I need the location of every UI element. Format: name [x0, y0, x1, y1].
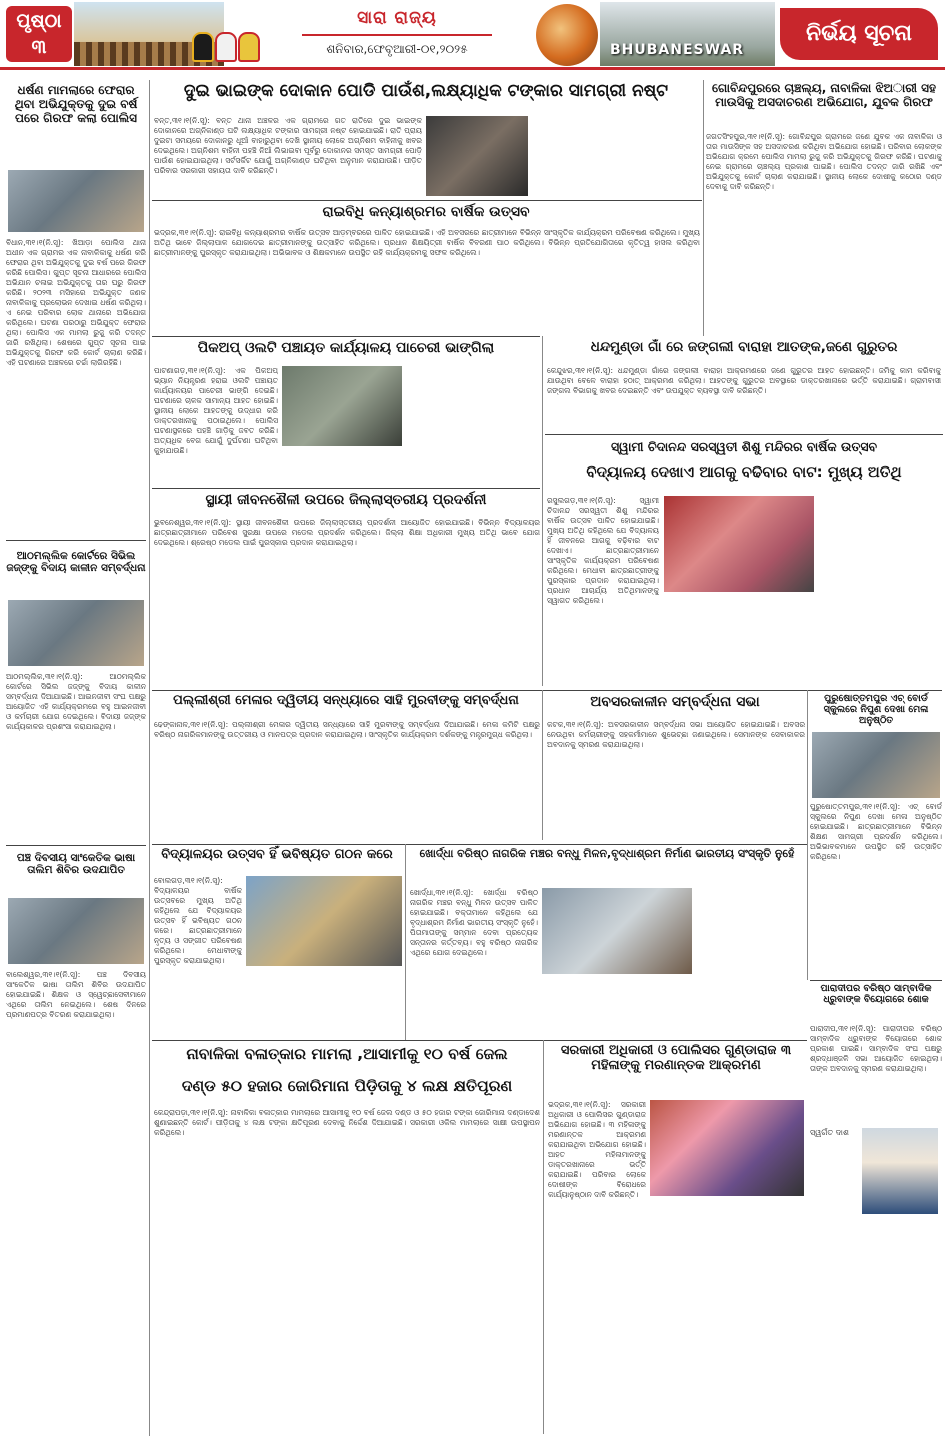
section-badge: ନିର୍ଭୟ ସୂଚନା	[780, 8, 938, 60]
headline-a2: ଦୁଇ ଭାଇଙ୍କ ଦୋକାନ ପୋଡି ପାଉଁଶ,ଲକ୍ଷ୍ୟାଧିକ ଟଙ୍କାର ସାମଗ୍ରୀ ନଷ୍ଟ	[183, 81, 669, 101]
headline-a7b: ବିଦ୍ୟାଳୟ ଦେଖାଏ ଆଗକୁ ବଢିବାର ବାଟ: ମୁଖ୍ୟ ଅତିଥି	[586, 463, 902, 481]
body-a18: ଭଦ୍ରକ,୩୧।୧(ନି.ସୂ): ସରକାରୀ ଅଧିକାରୀ ଓ ପୋଲିସର ଗୁଣ୍ଡାରାଜ ଅଭିଯୋଗ ହୋଇଛି। ୩ ମହିଳାଙ୍କୁ ମରଣାନ୍ତକ ଆକ୍ରମଣ କରାଯାଇଥିବା ଅଭିଯୋଗ ହୋଇଛି। ଆହତ ମହିଳାମାନଙ୍କୁ ଡାକ୍ତରଖାନାରେ ଭର୍ତ୍ତି କରାଯାଇଛି। ପରିବାର ଲୋକେ ଦୋଷୀଙ୍କ ବିରୋଧରେ କାର୍ଯ୍ୟାନୁଷ୍ଠାନ ଦାବି କରିଛନ୍ତି।	[548, 1100, 646, 1199]
body-a7-cont	[818, 496, 942, 686]
food-photo	[536, 4, 598, 66]
headline-a12: ପୁରୁଷୋତ୍ତମପୁର ଏଚ୍ ବୋର୍ଡ ସ୍କୁଲରେ ନିପୁଣ ଦେଖା ମେଳା ଅନୁଷ୍ଠିତ	[823, 693, 929, 726]
body-a14: ବୋଲଗଡ଼,୩୧।୧(ନି.ସୂ): ବିଦ୍ୟାଳୟର ବାର୍ଷିକ ଉତ୍ସବରେ ମୁଖ୍ୟ ଅତିଥି କହିଥିଲେ ଯେ ବିଦ୍ୟାଳୟର ଉତ୍ସବ ହିଁ ଭବିଷ୍ୟତ ଗଠନ କରେ। ଛାତ୍ରଛାତ୍ରୀମାନେ ନୃତ୍ୟ ଓ ସଙ୍ଗୀତ ପରିବେଷଣ କରିଥିଲେ। ମେଧାବୀଙ୍କୁ ପୁରସ୍କୃତ କରାଯାଇଥିଲା।	[154, 876, 242, 965]
masthead-center	[262, 0, 532, 68]
body-a5-cont	[406, 366, 540, 484]
headline-a10: ପଲ୍ଲୀଶ୍ରୀ ମେଳାର ଦ୍ୱିତୀୟ ସନ୍ଧ୍ୟାରେ ସାହି ମୁରବୀଙ୍କୁ ସମ୍ବର୍ଦ୍ଧନା	[173, 693, 519, 708]
body-a10: ଢେଙ୍କାନାଳ,୩୧।୧(ନି.ସୂ): ପଲ୍ଲୀଶ୍ରୀ ମେଳାର ଦ୍ୱିତୀୟ ସନ୍ଧ୍ୟାରେ ସାହି ମୁରବୀଙ୍କୁ ସମ୍ବର୍ଦ୍ଧନା ଦିଆଯାଇଛି। ମେଳା କମିଟି ପକ୍ଷରୁ ବରିଷ୍ଠ ନାଗରିକମାନଙ୍କୁ ଉତ୍ତରୀୟ ଓ ମାନପତ୍ର ପ୍ରଦାନ କରାଯାଇଥିଲା। ସାଂସ୍କୃତିକ କାର୍ଯ୍ୟକ୍ରମ ଦର୍ଶକଙ୍କୁ ମନ୍ତ୍ରମୁଗ୍ଧ କରିଥିଲା।	[154, 720, 540, 739]
photo-senior-citizens	[542, 888, 692, 974]
body-a16: ପାରାଦୀପ,୩୧।୧(ନି.ସୂ): ପାରାଦୀପର ବରିଷ୍ଠ ସାମ୍ବାଦିକ ଧ୍ରୁବାଙ୍କ ବିୟୋଗରେ ଶୋକ ପ୍ରକାଶ ପାଇଛି। ସାମ୍ବାଦିକ ସଂଘ ପକ୍ଷରୁ ଶ୍ରଦ୍ଧାଞ୍ଜଳି ସଭା ଆୟୋଜିତ ହୋଇଥିଲା। ତାଙ୍କ ଅବଦାନକୁ ସ୍ମରଣ କରାଯାଇଥିଲା।	[810, 1024, 942, 1073]
headline-a3: ଗୋବିନ୍ଦପୁରରେ ଚାଞ୍ଚଲ୍ୟ, ନାବାଳିକା ଝିଅାରୀ ସହ ମାଉସିକୁ ଅସଦାଚରଣ ଅଭିଯୋଗ, ଯୁବକ ଗିରଫ	[712, 81, 936, 109]
body-a3: ଜଗତସିଂହପୁର,୩୧।୧(ନି.ସୂ): ଗୋବିନ୍ଦପୁର ଗ୍ରାମରେ ଜଣେ ଯୁବକ ଏକ ନାବାଳିକା ଓ ତାର ମାଉସିଙ୍କ ସହ ଅସଦାଚରଣ କରିଥିବା ଅଭିଯୋଗ ହୋଇଛି। ପରିବାର ଲୋକଙ୍କ ଅଭିଯୋଗ କ୍ରମେ ପୋଲିସ ମାମଲା ରୁଜୁ କରି ଅଭିଯୁକ୍ତକୁ ଗିରଫ କରିଛି। ଘଟଣାକୁ ନେଇ ଗ୍ରାମରେ ଚାଞ୍ଚଲ୍ୟ ପ୍ରକାଶ ପାଇଛି। ପୋଲିସ ତଦନ୍ତ ଜାରି ରଖିଛି ଏବଂ ଅଭିଯୁକ୍ତକୁ କୋର୍ଟ ଚାଲାଣ କରାଯାଇଛି। ସ୍ଥାନୀୟ ଲୋକେ ଦୋଷୀକୁ କଠୋର ଦଣ୍ଡ ଦେବାକୁ ଦାବି କରିଛନ୍ତି।	[706, 132, 942, 191]
headline-a16: ପାରାଦୀପର ବରିଷ୍ଠ ସାମ୍ବାଦିକ ଧ୍ରୁବାଙ୍କ ବିୟୋଗରେ ଶୋକ	[820, 983, 932, 1005]
page-number-badge	[6, 6, 72, 62]
body-a5: ପାଟଣାଗଡ଼,୩୧।୧(ନି.ସୂ): ଏକ ପିକଅପ୍ ଭ୍ୟାନ ନିୟନ୍ତ୍ରଣ ହରାଇ ଓଲଟି ପଞ୍ଚାୟତ କାର୍ଯ୍ୟାଳୟର ପାଚେରୀ ଭାଙ୍ଗି ଦେଇଛି। ଘଟଣାରେ ଚାଳକ ସାମାନ୍ୟ ଆହତ ହୋଇଛି। ସ୍ଥାନୀୟ ଲୋକେ ଆହତଙ୍କୁ ଉଦ୍ଧାର କରି ଡାକ୍ତରଖାନାକୁ ପଠାଇଥିଲେ। ପୋଲିସ ଘଟଣାସ୍ଥଳରେ ପହଞ୍ଚି ଗାଡ଼ିକୁ ଜବତ କରିଛି। ଅତ୍ୟଧିକ ବେଗ ଯୋଗୁଁ ଦୁର୍ଘଟଣା ଘଟିଥିବା କୁହାଯାଉଛି।	[154, 366, 278, 455]
photo-court	[8, 600, 144, 666]
photo-fire	[426, 116, 528, 196]
body-a9: ଭୁବନେଶ୍ୱର,୩୧।୧(ନି.ସୂ): ସ୍ଥାୟୀ ଜୀବନଶୈଳୀ ଉପରେ ଜିଲ୍ଲାସ୍ତରୀୟ ପ୍ରଦର୍ଶନୀ ଆୟୋଜିତ ହୋଇଯାଇଛି। ବିଭିନ୍ନ ବିଦ୍ୟାଳୟର ଛାତ୍ରଛାତ୍ରୀମାନେ ପରିବେଶ ସୁରକ୍ଷା ଉପରେ ମଡେଲ ପ୍ରଦର୍ଶନ କରିଥିଲେ। ଜିଲ୍ଲା ଶିକ୍ଷା ଅଧିକାରୀ ମୁଖ୍ୟ ଅତିଥି ଭାବେ ଯୋଗ ଦେଇଥିଲେ। ଶ୍ରେଷ୍ଠ ମଡେଲ ପାଇଁ ପୁରସ୍କାର ପ୍ରଦାନ କରାଯାଇଥିଲା।	[154, 518, 540, 547]
headline-a13: ପଞ୍ଚ ଦିବସୀୟ ସାଂକେତିକ ଭାଷା ତାଲିମ ଶିବିର ଉଦଯାପିତ	[16, 852, 136, 877]
body-a4: ଭଦ୍ରକ,୩୧।୧(ନି.ସୂ): ରାଇବିଧି କନ୍ୟାଶ୍ରମର ବାର୍ଷିକ ଉତ୍ସବ ଆଡ଼ମ୍ବରରେ ପାଳିତ ହୋଇଯାଇଛି। ଏହି ଅବସରରେ ଛାତ୍ରୀମାନେ ବିଭିନ୍ନ ସାଂସ୍କୃତିକ କାର୍ଯ୍ୟକ୍ରମ ପରିବେଷଣ କରିଥିଲେ। ମୁଖ୍ୟ ଅତିଥି ଭାବେ ଜିଲ୍ଲାପାଳ ଯୋଗଦେଇ ଛାତ୍ରୀମାନଙ୍କୁ ଉତ୍ସାହିତ କରିଥିଲେ। ପ୍ରଧାନ ଶିକ୍ଷୟିତ୍ରୀ ବାର୍ଷିକ ବିବରଣୀ ପାଠ କରିଥିଲେ। ବିଭିନ୍ନ ପ୍ରତିଯୋଗିତାରେ କୃତିତ୍ୱ ହାସଲ କରିଥିବା ଛାତ୍ରୀମାନଙ୍କୁ ପୁରସ୍କୃତ କରାଯାଇଥିଲା। ଅଭିଭାବକ ଓ ଶିକ୍ଷକମାନେ ଉପସ୍ଥିତ ରହି କାର୍ଯ୍ୟକ୍ରମକୁ ସଫଳ କରିଥିଲେ।	[154, 228, 700, 257]
photo-pickup	[282, 366, 402, 446]
headline-a14: ବିଦ୍ୟାଳୟର ଉତ୍ସବ ହିଁ ଭବିଷ୍ୟତ ଗଠନ କରେ	[161, 847, 393, 862]
body-a7: ରସୁଲଗଡ଼,୩୧।୧(ନି.ସୂ): ସ୍ୱାମୀ ଚିଦାନନ୍ଦ ସରସ୍ୱତୀ ଶିଶୁ ମନ୍ଦିରର ବାର୍ଷିକ ଉତ୍ସବ ପାଳିତ ହୋଇଯାଇଛି। ମୁଖ୍ୟ ଅତିଥି କହିଥିଲେ ଯେ ବିଦ୍ୟାଳୟ ହିଁ ଜୀବନରେ ଆଗକୁ ବଢ଼ିବାର ବାଟ ଦେଖାଏ। ଛାତ୍ରଛାତ୍ରୀମାନେ ସାଂସ୍କୃତିକ କାର୍ଯ୍ୟକ୍ରମ ପରିବେଷଣ କରିଥିଲେ। ମେଧାବୀ ଛାତ୍ରଛାତ୍ରୀଙ୍କୁ ପୁରସ୍କାର ପ୍ରଦାନ କରାଯାଇଥିଲା। ପ୍ରଧାନ ଆଚାର୍ଯ୍ୟ ଅତିଥିମାନଙ୍କୁ ସ୍ୱାଗତ କରିଥିଲେ।	[547, 496, 659, 605]
section-title: ସାରା ରାଜ୍ୟ	[357, 8, 437, 28]
headline-a11: ଅବସରକାଳୀନ ସମ୍ବର୍ଦ୍ଧନା ସଭା	[590, 694, 760, 710]
body-a1: ବିଧାନ,୩୧।୧(ନି.ସୂ): ଖିଆଡ଼ା ପୋଲିସ ଥାନା ଅଧୀନ ଏକ ଗ୍ରାମର ଏକ ନାବାଳିକାକୁ ଧର୍ଷଣ କରି ଫେରାର ଥିବା ଅଭିଯୁକ୍ତକୁ ଦୁଇ ବର୍ଷ ପରେ ଗିରଫ କରିଛି ପୋଲିସ। ଗୁପ୍ତ ସୂଚନା ଆଧାରରେ ପୋଲିସ ଅଭିଯାନ ଚଳାଇ ଅଭିଯୁକ୍ତକୁ ତାର ଘରୁ ଗିରଫ କରିଛି। ୨୦୨୩ ମସିହାରେ ଅଭିଯୁକ୍ତ ଜଣକ ନାବାଳିକାକୁ ପ୍ରଲୋଭନ ଦେଖାଇ ଧର୍ଷଣ କରିଥିଲା। ଏ ନେଇ ପରିବାର ଲୋକ ଥାନାରେ ଅଭିଯୋଗ କରିଥିଲେ। ଘଟଣା ପରଠାରୁ ଅଭିଯୁକ୍ତ ଫେରାର ଥିଲା। ପୋଲିସ ଏକ ମାମଲା ରୁଜୁ କରି ତଦନ୍ତ ଜାରି ରଖିଥିଲା। ଶେଷରେ ଗୁପ୍ତ ସୂଚନା ପାଇ ଅଭିଯୁକ୍ତକୁ ଗିରଫ କରି କୋର୍ଟ ଚାଲାଣ କରିଛି। ଏହି ଘଟଣାରେ ଅଞ୍ଚଳରେ ଚର୍ଚ୍ଚା ଲାଗିରହିଛି।	[6, 238, 146, 367]
body-a11: କଟକ,୩୧।୧(ନି.ସୂ): ଅବସରକାଳୀନ ସମ୍ବର୍ଦ୍ଧନା ସଭା ଆୟୋଜିତ ହୋଇଯାଇଛି। ଅବସର ନେଉଥିବା କର୍ମଚାରୀଙ୍କୁ ସହକର୍ମୀମାନେ ଶୁଭେଚ୍ଛା ଜଣାଇଥିଲେ। ସେମାନଙ୍କ ସେବାକାଳର ଅବଦାନକୁ ସ୍ମରଣ କରାଯାଇଥିଲା।	[547, 720, 805, 749]
issue-date: ଶନିବାର,ଫେବୃଆରୀ-୦୧,୨୦୨୫	[326, 42, 468, 56]
city-photo	[600, 2, 775, 66]
jagannath-triad-image	[190, 4, 260, 66]
headline-a5: ପିକଅପ୍ ଓଲଟି ପଞ୍ଚାୟତ କାର୍ଯ୍ୟାଳୟ ପାଚେରୀ ଭାଙ୍ଗିଲା	[197, 340, 495, 356]
body-a15: ଖୋର୍ଦ୍ଧା,୩୧।୧(ନି.ସୂ): ଖୋର୍ଦ୍ଧା ବରିଷ୍ଠ ନାଗରିକ ମଞ୍ଚର ବନ୍ଧୁ ମିଳନ ଉତ୍ସବ ପାଳିତ ହୋଇଯାଇଛି। ବକ୍ତାମାନେ କହିଥିଲେ ଯେ ବୃଦ୍ଧାଶ୍ରମ ନିର୍ମାଣ ଭାରତୀୟ ସଂସ୍କୃତି ନୁହେଁ। ପିତାମାତାଙ୍କୁ ସମ୍ମାନ ଦେବା ପ୍ରତ୍ୟେକ ସନ୍ତାନର କର୍ତ୍ତବ୍ୟ। ବହୁ ବରିଷ୍ଠ ନାଗରିକ ଏଥିରେ ଯୋଗ ଦେଇଥିଲେ।	[410, 888, 538, 957]
headline-a1: ଧର୍ଷଣ ମାମଲାରେ ଫେରାର ଥିବା ଅଭିଯୁକ୍ତକୁ ଦୁଇ ବର୍ଷ ପରେ ଗିରଫ କଲା ପୋଲିସ	[14, 83, 138, 125]
headline-a4: ରାଇବିଧି କନ୍ୟାଶ୍ରମର ବାର୍ଷିକ ଉତ୍ସବ	[322, 204, 530, 220]
page-number: ୩	[31, 36, 47, 58]
headline-a17b: ଦଣ୍ଡ ୫୦ ହଜାର ଜୋରିମାନା ପିଡ଼ିତାକୁ ୪ ଲକ୍ଷ କ୍ଷତିପୂରଣ	[181, 1077, 513, 1095]
body-a17: କେନ୍ଦ୍ରାପଡ଼ା,୩୧।୧(ନି.ସୂ): ନାବାଳିକା ବଳାତ୍କାର ମାମଲାରେ ଆସାମୀକୁ ୧୦ ବର୍ଷ ଜେଲ ଦଣ୍ଡ ଓ ୫୦ ହଜାର ଟଙ୍କା ଜୋରିମାନା ଦଣ୍ଡାଦେଶ ଶୁଣାଇଛନ୍ତି କୋର୍ଟ। ପୀଡ଼ିତାକୁ ୪ ଲକ୍ଷ ଟଙ୍କା କ୍ଷତିପୂରଣ ଦେବାକୁ ନିର୍ଦ୍ଦେଶ ଦିଆଯାଇଛି। ସରକାରୀ ଓକିଲ ମାମଲାରେ ସାକ୍ଷୀ ଉପସ୍ଥାପନ କରିଥିଲେ।	[154, 1108, 540, 1137]
photo-obituary	[862, 1128, 938, 1214]
body-a18-cont	[650, 1200, 804, 1434]
body-a2-cont	[532, 116, 702, 198]
obituary-name: ସ୍ୱର୍ଗତ ଦାଶ	[810, 1128, 849, 1137]
headline-a6: ଧନ୍ଦମୁଣ୍ଡା ଗାଁ ରେ ଜଙ୍ଗଲୀ ବାରାହା ଆତଙ୍କ,ଜଣେ ଗୁରୁତର	[590, 339, 898, 355]
photo-mela	[812, 732, 940, 798]
headline-a18: ସରକାରୀ ଅଧିକାରୀ ଓ ପୋଲିସର ଗୁଣ୍ଡାରାଜ ୩ ମହିଳାଙ୍କୁ ମରଣାନ୍ତକ ଆକ୍ରମଣ	[560, 1043, 792, 1073]
headline-a8: ଆଠମଲ୍ଲିକ କୋର୍ଟରେ ସିଭିଲ ଜଜ୍‌ଙ୍କୁ ବିଦାୟ କାଳୀନ ସମ୍ବର୍ଦ୍ଧନା	[6, 550, 146, 575]
page-word: ପୃଷ୍ଠା	[16, 10, 62, 32]
photo-school-stage	[246, 876, 402, 966]
headline-a9: ସ୍ଥାୟୀ ଜୀବନଶୈଳୀ ଉପରେ ଜିଲ୍ଲାସ୍ତରୀୟ ପ୍ରଦର୍ଶନୀ	[205, 492, 487, 508]
body-a6: କେନ୍ଦୁଝର,୩୧।୧(ନି.ସୂ): ଧନ୍ଦମୁଣ୍ଡା ଗାଁରେ ଜଙ୍ଗଲୀ ବାରାହା ଆକ୍ରମଣରେ ଜଣେ ଗୁରୁତର ଆହତ ହୋଇଛନ୍ତି। ଜମିକୁ କାମ କରିବାକୁ ଯାଉଥିବା ବେଳେ ବାରାହା ହଠାତ୍ ଆକ୍ରମଣ କରିଥିଲା। ଆହତଙ୍କୁ ଗୁରୁତର ଅବସ୍ଥାରେ ଡାକ୍ତରଖାନାରେ ଭର୍ତ୍ତି କରାଯାଇଛି। ଗ୍ରାମବାସୀ ଜଙ୍ଗଲ ବିଭାଗକୁ ଖବର ଦେଇଛନ୍ତି ଏବଂ ଉପଯୁକ୍ତ ବ୍ୟବସ୍ଥା ଦାବି କରିଛନ୍ତି।	[547, 366, 941, 395]
body-a15-cont2	[542, 978, 692, 1036]
masthead	[0, 0, 945, 70]
body-a7-cont2	[664, 596, 814, 686]
body-a15-cont	[696, 888, 804, 1036]
body-a2: ବନ୍ତ,୩୧।୧(ନି.ସୂ): ବନ୍ତ ଥାନା ଅଞ୍ଚଳର ଏକ ଗ୍ରାମରେ ଗତ ରାତିରେ ଦୁଇ ଭାଇଙ୍କ ଦୋକାନରେ ଅଗ୍ନିକାଣ୍ଡ ଘଟି ଲକ୍ଷ୍ୟାଧିକ ଟଙ୍କାର ସାମଗ୍ରୀ ନଷ୍ଟ ହୋଇଯାଇଛି। ରାତି ପ୍ରାୟ ଦୁଇଟା ସମୟରେ ଦୋକାନରୁ ଧୂଆଁ ବାହାରୁଥିବା ଦେଖି ସ୍ଥାନୀୟ ଲୋକେ ଅଗ୍ନିଶମ ବାହିନୀକୁ ଖବର ଦେଇଥିଲେ। ଅଗ୍ନିଶମ ବାହିନୀ ପହଞ୍ଚି ନିଆଁ ଲିଭାଇବା ପୂର୍ବରୁ ଦୋକାନର ସମସ୍ତ ସାମଗ୍ରୀ ପୋଡ଼ି ପାଉଁଶ ହୋଇଯାଇଥିଲା। ସର୍ଟସର୍କିଟ ଯୋଗୁଁ ଅଗ୍ନିକାଣ୍ଡ ଘଟିଥିବା ଅନୁମାନ କରାଯାଉଛି। ପୀଡ଼ିତ ପରିବାର ସରକାରୀ ସହାୟତା ଦାବି କରିଛନ୍ତି।	[154, 116, 422, 175]
body-a16-cont	[810, 1218, 942, 1434]
photo-training	[8, 898, 144, 964]
photo-injured-women	[650, 1100, 804, 1196]
headline-a17a: ନାବାଳିକା ବଳାତ୍କାର ମାମଲା ,ଆସାମୀକୁ ୧୦ ବର୍ଷ ଜେଲ	[186, 1045, 508, 1063]
headline-a7: ସ୍ୱାମୀ ଚିଦାନନ୍ଦ ସରସ୍ୱତୀ ଶିଶୁ ମନ୍ଦିରର ବାର୍ଷିକ ଉତ୍ସବ	[610, 439, 877, 454]
body-a12: ପୁରୁଷୋତ୍ତମପୁର,୩୧।୧(ନି.ସୂ): ଏଚ୍ ବୋର୍ଡ ସ୍କୁଲରେ ନିପୁଣ ଦେଖା ମେଳା ଅନୁଷ୍ଠିତ ହୋଇଯାଇଛି। ଛାତ୍ରଛାତ୍ରୀମାନେ ବିଭିନ୍ନ ଶିକ୍ଷଣ ସାମଗ୍ରୀ ପ୍ରଦର୍ଶନ କରିଥିଲେ। ଅଭିଭାବକମାନେ ଉପସ୍ଥିତ ରହି ଉତ୍ସାହିତ କରିଥିଲେ।	[810, 802, 942, 861]
body-a13: ବାଲେଶ୍ୱର,୩୧।୧(ନି.ସୂ): ପଞ୍ଚ ଦିବସୀୟ ସାଂକେତିକ ଭାଷା ତାଲିମ ଶିବିର ଉଦଯାପିତ ହୋଇଯାଇଛି। ଶିକ୍ଷକ ଓ ସ୍ୱେଚ୍ଛାସେବୀମାନେ ଏଥିରେ ତାଲିମ ନେଇଥିଲେ। ଶେଷ ଦିନରେ ପ୍ରମାଣପତ୍ର ବିତରଣ କରାଯାଇଥିଲା।	[6, 970, 146, 1019]
city-sign: BHUBANESWAR	[610, 42, 745, 58]
photo-police	[8, 170, 144, 232]
body-a14-cont	[154, 970, 402, 1036]
headline-a15: ଖୋର୍ଦ୍ଧା ବରିଷ୍ଠ ନାଗରିକ ମଞ୍ଚର ବନ୍ଧୁ ମିଳନ,ବୃଦ୍ଧାଶ୍ରମ ନିର୍ମାଣ ଭାରତୀୟ ସଂସ୍କୃତି ନୁହେଁ	[419, 847, 795, 860]
body-a8: ଆଠମଲ୍ଲିକ,୩୧।୧(ନି.ସୂ): ଆଠମଲ୍ଲିକ କୋର୍ଟରେ ସିଭିଲ ଜଜ୍‌ଙ୍କୁ ବିଦାୟ କାଳୀନ ସମ୍ବର୍ଦ୍ଧନା ଦିଆଯାଇଛି। ଆଇନଜୀବୀ ସଂଘ ପକ୍ଷରୁ ଆୟୋଜିତ ଏହି କାର୍ଯ୍ୟକ୍ରମରେ ବହୁ ଆଇନଜୀବୀ ଓ କର୍ମଚାରୀ ଯୋଗ ଦେଇଥିଲେ। ବିଦାୟୀ ଜଜ୍‌ଙ୍କ କାର୍ଯ୍ୟକାଳର ପ୍ରଶଂସା କରାଯାଇଥିଲା।	[6, 672, 146, 731]
photo-school-event	[664, 496, 814, 592]
